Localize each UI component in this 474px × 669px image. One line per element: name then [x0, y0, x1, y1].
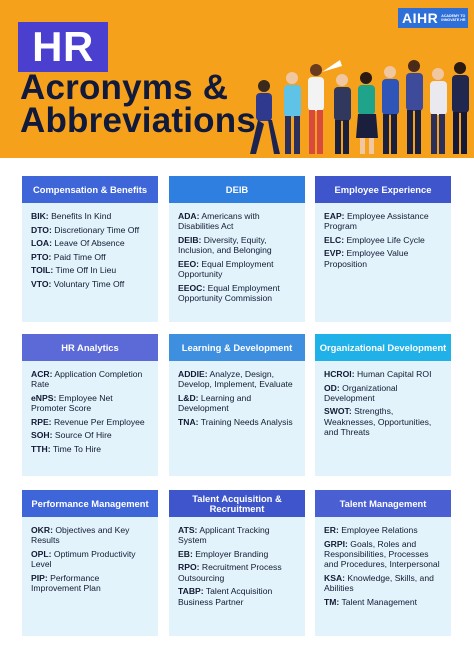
acronym-meaning: Analyze, Design, Develop, Implement, Evaluate: [178, 369, 293, 390]
acronym-item: [324, 597, 443, 607]
acronym-item: [31, 211, 150, 221]
acronym-meaning: Time Off In Lieu: [55, 265, 117, 275]
acronym-abbr: ER:: [324, 525, 339, 535]
acronym-meaning: Applicant Tracking System: [178, 525, 270, 546]
acronym-abbr: BIK:: [31, 211, 49, 221]
acronym-abbr: PTO:: [31, 251, 52, 262]
acronym-meaning: Organizational Development: [324, 382, 398, 403]
acronym-meaning: Employer Branding: [195, 548, 269, 559]
acronym-abbr: KSA:: [324, 572, 346, 583]
acronym-meaning: Employee Net Promoter Score: [31, 392, 113, 414]
card-title: Learning & Development: [169, 334, 305, 361]
aihr-logo: [398, 8, 468, 28]
acronym-item: [31, 279, 150, 289]
card-title: Organizational Development: [315, 334, 451, 361]
acronym-abbr: L&D:: [178, 392, 199, 403]
person-7: [406, 60, 423, 154]
acronym-abbr: eNPS:: [31, 392, 57, 403]
acronym-abbr: TTH:: [31, 443, 51, 454]
acronym-item: [178, 562, 297, 583]
acronym-meaning: Equal Employment Opportunity Commission: [178, 282, 280, 304]
card-hr-analytics: [22, 334, 158, 476]
acronym-item: [31, 573, 150, 594]
card-title: DEIB: [169, 176, 305, 203]
acronym-abbr: ATS:: [178, 525, 198, 535]
acronym-item: [178, 283, 297, 304]
acronym-abbr: GRPI:: [324, 538, 348, 549]
acronym-abbr: TABP:: [178, 586, 204, 597]
card-items: [169, 203, 305, 313]
acronym-abbr: EEO:: [178, 258, 200, 269]
acronym-item: [31, 525, 150, 546]
acronym-meaning: Employee Relations: [341, 525, 418, 535]
acronym-abbr: EVP:: [324, 248, 345, 259]
acronym-item: [178, 211, 297, 232]
acronym-meaning: Learning and Development: [178, 392, 252, 414]
acronym-item: [31, 393, 150, 414]
acronym-item: [31, 549, 150, 570]
acronym-item: [324, 383, 443, 404]
acronym-abbr: SWOT:: [324, 406, 352, 417]
card-learning-development: [169, 334, 305, 476]
acronym-meaning: Application Completion Rate: [31, 369, 143, 390]
card-employee-experience: [315, 176, 451, 322]
acronym-abbr: VTO:: [31, 278, 52, 289]
acronym-item: [324, 235, 443, 245]
card-title: Talent Acquisition & Recruitment: [169, 490, 305, 517]
acronym-meaning: Goals, Roles and Responsibilities, Processes and Procedures, Interpersonal: [324, 538, 440, 570]
acronym-item: [31, 417, 150, 427]
acronym-item: [178, 586, 297, 607]
acronym-meaning: Knowledge, Skills, and Abilities: [324, 572, 434, 594]
title-line-1: Acronyms &: [20, 68, 229, 107]
acronym-meaning: Diversity, Equity, Inclusion, and Belonging: [178, 234, 272, 256]
acronym-item: [31, 444, 150, 454]
acronym-abbr: ADA:: [178, 211, 200, 221]
acronym-item: [324, 369, 443, 379]
acronym-meaning: Performance Improvement Plan: [31, 572, 101, 594]
card-deib: [169, 176, 305, 322]
acronym-meaning: Talent Management: [341, 596, 417, 607]
acronym-meaning: Revenue Per Employee: [53, 416, 145, 427]
card-title: Performance Management: [22, 490, 158, 517]
acronym-abbr: RPO:: [178, 562, 200, 573]
card-performance-management: [22, 490, 158, 636]
acronym-item: [178, 369, 297, 390]
header-banner: [0, 0, 474, 158]
title-line-2: Abbreviations: [20, 101, 256, 140]
acronym-meaning: Benefits In Kind: [51, 211, 112, 221]
card-items: [22, 361, 158, 463]
acronym-item: [178, 235, 297, 256]
team-illustration: [244, 50, 474, 158]
person-8: [430, 68, 447, 154]
acronym-item: [178, 393, 297, 414]
card-title: HR Analytics: [22, 334, 158, 361]
logo-brand: AIHR: [402, 10, 439, 26]
acronym-meaning: Source Of Hire: [54, 430, 112, 441]
acronym-abbr: DTO:: [31, 224, 52, 235]
card-items: [22, 517, 158, 603]
acronym-meaning: Recruitment Process Outsourcing: [178, 562, 282, 583]
person-9: [452, 62, 469, 154]
card-items: [315, 203, 451, 278]
acronym-item: [31, 252, 150, 262]
card-talent-management: [315, 490, 451, 636]
card-items: [169, 361, 305, 436]
acronym-abbr: OKR:: [31, 525, 53, 535]
acronym-abbr: TM:: [324, 596, 340, 607]
card-compensation-benefits: [22, 176, 158, 322]
acronym-item: [31, 430, 150, 440]
acronym-meaning: Strengths, Weaknesses, Opportunities, and Threats: [324, 406, 432, 438]
card-organizational-development: [315, 334, 451, 476]
acronym-abbr: EB:: [178, 548, 193, 559]
acronym-abbr: OD:: [324, 382, 340, 393]
acronym-meaning: Employee Life Cycle: [346, 234, 425, 245]
acronym-item: [31, 369, 150, 390]
card-talent-acquisition-recruitment: [169, 490, 305, 636]
acronym-abbr: TNA:: [178, 416, 199, 427]
acronym-abbr: ADDIE:: [178, 369, 208, 379]
card-items: [315, 517, 451, 616]
card-items: [22, 203, 158, 298]
person-5: [356, 72, 378, 154]
acronym-item: [324, 525, 443, 535]
acronym-abbr: ELC:: [324, 234, 345, 245]
acronym-meaning: Americans with Disabilities Act: [178, 211, 260, 232]
acronym-item: [178, 417, 297, 427]
acronym-item: [178, 525, 297, 546]
acronym-meaning: Time To Hire: [52, 443, 102, 454]
acronym-meaning: Paid Time Off: [53, 251, 106, 262]
person-2: [284, 72, 301, 154]
acronym-meaning: Leave Of Absence: [54, 238, 125, 248]
acronym-abbr: SOH:: [31, 430, 53, 441]
acronym-meaning: Employee Value Proposition: [324, 248, 409, 269]
acronym-item: [31, 225, 150, 235]
acronym-abbr: PIP:: [31, 572, 48, 583]
acronym-abbr: OPL:: [31, 548, 52, 559]
card-title: Compensation & Benefits: [22, 176, 158, 203]
acronym-meaning: Optimum Productivity Level: [31, 548, 136, 570]
card-items: [315, 361, 451, 447]
acronym-item: [178, 549, 297, 559]
acronym-item: [324, 248, 443, 269]
acronym-item: [324, 211, 443, 232]
acronym-item: [31, 265, 150, 275]
acronym-meaning: Equal Employment Opportunity: [178, 258, 274, 280]
acronym-meaning: Talent Acquisition Business Partner: [178, 586, 273, 607]
acronym-meaning: Training Needs Analysis: [200, 416, 293, 427]
hr-badge: HR: [18, 22, 108, 72]
acronym-item: [324, 406, 443, 437]
acronym-meaning: Discretionary Time Off: [54, 224, 140, 235]
acronym-item: [324, 573, 443, 594]
acronym-abbr: TOIL:: [31, 265, 54, 275]
acronym-meaning: Human Capital ROI: [356, 369, 432, 379]
acronym-abbr: RPE:: [31, 416, 52, 427]
acronym-meaning: Employee Assistance Program: [324, 211, 429, 232]
card-items: [169, 517, 305, 616]
acronym-item: [178, 259, 297, 280]
acronym-item: [31, 238, 150, 248]
acronym-meaning: Voluntary Time Off: [53, 278, 125, 289]
acronym-abbr: EEOC:: [178, 282, 206, 293]
card-title: Employee Experience: [315, 176, 451, 203]
acronym-item: [324, 539, 443, 570]
person-1: [250, 80, 280, 154]
person-6: [382, 66, 399, 154]
acronym-abbr: DEIB:: [178, 234, 202, 245]
logo-subtitle: ACADEMY TO INNOVATE HR: [441, 14, 466, 22]
acronym-abbr: ACR:: [31, 369, 53, 379]
acronym-abbr: LOA:: [31, 238, 53, 248]
acronym-abbr: HCROI:: [324, 369, 355, 379]
person-4: [334, 74, 351, 154]
acronym-meaning: Objectives and Key Results: [31, 525, 130, 546]
acronym-abbr: EAP:: [324, 211, 345, 221]
card-title: Talent Management: [315, 490, 451, 517]
